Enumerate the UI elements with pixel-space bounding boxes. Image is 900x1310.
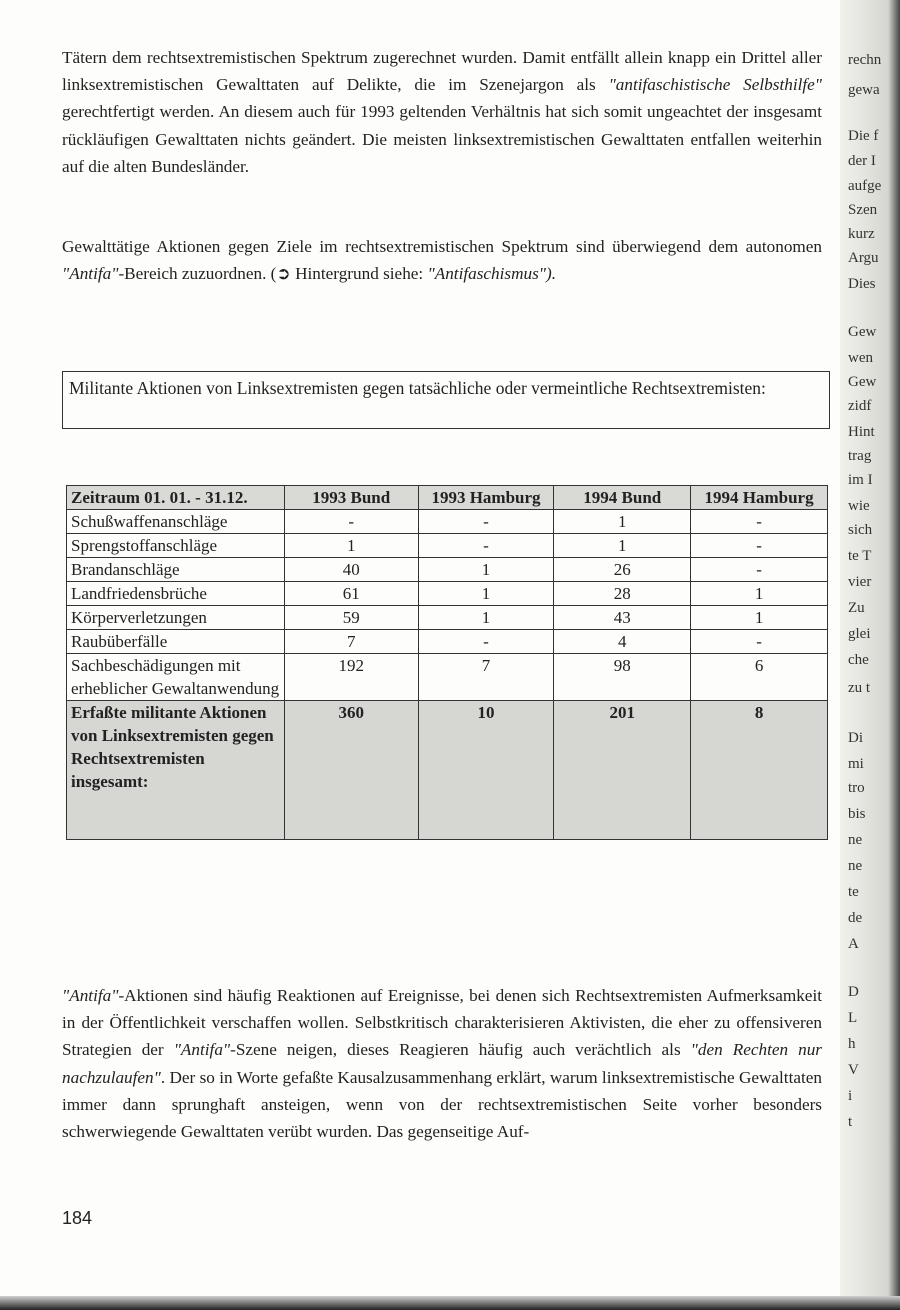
facing-page-fragment: Zu: [848, 600, 865, 616]
table-row: [67, 534, 828, 558]
header-1994-bund: 1994 Bund: [554, 486, 691, 510]
facing-page-fragment: t: [848, 1114, 853, 1130]
facing-page-fragment: zidf: [848, 398, 872, 414]
cell-value: 192: [284, 654, 418, 701]
cell-value: -: [418, 510, 554, 534]
paragraph-3: "Antifa"-Aktionen sind häufig Reaktionen auf Ereignisse, bei denen sich Rechtsextremisten Aufmerksamkeit in der Öffentlichkeit verschaffen wollen. Selbstkritisch charakterisieren Aktivisten, die eher zu offensiveren Strategien der "Antifa"-Szene neigen, dieses Reagieren häufig auch verächtlich als "den Rechten nur nachzulaufen". Der so in Worte gefaßte Kausalzusammenhang erklärt, warum linksextremistische Gewalttaten immer dann sprunghaft ansteigen, wenn von der rechtsextremistischen Seite vorher besonders schwerwiegende Gewalttaten verübt wurden. Das gegenseitige Auf-: [62, 986, 822, 1142]
facing-page-fragment: te: [848, 884, 859, 900]
table-header-row: [67, 486, 828, 510]
scan-bottom-shadow: [0, 1296, 900, 1310]
total-value: 360: [284, 701, 418, 840]
table-row: [67, 582, 828, 606]
facing-page-fragment: D: [848, 984, 859, 1000]
facing-page-fragment: tro: [848, 780, 865, 796]
facing-page-fragment: te T: [848, 548, 872, 564]
table-row: [67, 606, 828, 630]
table-caption-box: Militante Aktionen von Linksextremisten gegen tatsächliche oder vermeintliche Rechtsextremisten:: [62, 371, 830, 429]
row-label: Sprengstoffanschläge: [67, 534, 285, 558]
cell-value: 1: [418, 606, 554, 630]
cell-value: 4: [554, 630, 691, 654]
facing-page-fragment: glei: [848, 626, 871, 642]
cell-value: 1: [691, 582, 828, 606]
paragraph-1: Tätern dem rechtsextremistischen Spektrum zugerechnet wurden. Damit entfällt allein knapp ein Drittel aller linksextremistischen Gewalttaten auf Delikte, die im Szenejargon als "antifaschistische Selbsthilfe" gerechtfertigt werden. An diesem auch für 1993 geltenden Verhältnis hat sich somit ungeachtet der insgesamt rückläufigen Gewalttaten nichts geändert. Die meisten linksextremistischen Gewalttaten entfallen weiterhin auf die alten Bundesländer.: [62, 48, 822, 176]
cell-value: -: [691, 534, 828, 558]
facing-page-fragment: bis: [848, 806, 866, 822]
cell-value: 1: [554, 510, 691, 534]
facing-page-fragment: sich: [848, 522, 873, 538]
row-label: Raubüberfälle: [67, 630, 285, 654]
header-1994-hamburg: 1994 Hamburg: [691, 486, 828, 510]
facing-page-fragment: i: [848, 1088, 853, 1104]
cell-value: -: [418, 630, 554, 654]
cell-value: 98: [554, 654, 691, 701]
cell-value: 26: [554, 558, 691, 582]
facing-page-fragment: de: [848, 910, 863, 926]
cell-value: 1: [284, 534, 418, 558]
table-row: [67, 510, 828, 534]
facing-page-fragment: Argu: [848, 250, 879, 266]
row-label: Sachbeschädigungen mit erheblicher Gewaltanwendung: [67, 654, 285, 701]
facing-page-fragment: Di: [848, 730, 863, 746]
cell-value: -: [691, 510, 828, 534]
cell-value: 7: [284, 630, 418, 654]
total-value: 8: [691, 701, 828, 840]
facing-page-fragment: V: [848, 1062, 859, 1078]
facing-page-fragment: L: [848, 1010, 858, 1026]
cell-value: -: [418, 534, 554, 558]
cell-value: -: [691, 558, 828, 582]
facing-page-fragment: rechn: [848, 52, 882, 68]
total-value: 10: [418, 701, 554, 840]
table-row: [67, 630, 828, 654]
cell-value: 28: [554, 582, 691, 606]
facing-page-fragment: mi: [848, 756, 864, 772]
row-label: Körperverletzungen: [67, 606, 285, 630]
facing-page-fragment: der I: [848, 153, 876, 169]
header-period: Zeitraum 01. 01. - 31.12.: [67, 486, 285, 510]
facing-page-fragment: wie: [848, 498, 870, 514]
table-row: [67, 558, 828, 582]
cell-value: 6: [691, 654, 828, 701]
facing-page-fragment: Gew: [848, 324, 877, 340]
facing-page-fragment: kurz: [848, 226, 875, 242]
cell-value: 1: [418, 582, 554, 606]
row-label: Schußwaffenanschläge: [67, 510, 285, 534]
facing-page-fragment: A: [848, 936, 859, 952]
total-value: 201: [554, 701, 691, 840]
cell-value: 40: [284, 558, 418, 582]
cell-value: 1: [691, 606, 828, 630]
header-1993-bund: 1993 Bund: [284, 486, 418, 510]
facing-page-fragment: Hint: [848, 424, 875, 440]
cell-value: -: [691, 630, 828, 654]
paragraph-2: Gewalttätige Aktionen gegen Ziele im rechtsextremistischen Spektrum sind überwiegend dem autonomen "Antifa"-Bereich zuzuordnen. (➲ Hintergrund siehe: "Antifaschismus").: [62, 237, 822, 284]
facing-page-fragment: aufge: [848, 178, 882, 194]
facing-page-fragment: Die f: [848, 128, 879, 144]
facing-page-fragment: im I: [848, 472, 873, 488]
facing-page-fragment: ne: [848, 858, 863, 874]
cell-value: 61: [284, 582, 418, 606]
facing-page-fragment: che: [848, 652, 869, 668]
facing-page-fragment: Gew: [848, 374, 877, 390]
header-1993-hamburg: 1993 Hamburg: [418, 486, 554, 510]
table-total-row: [67, 701, 828, 840]
cell-value: -: [284, 510, 418, 534]
facing-page-fragment: vier: [848, 574, 872, 590]
facing-page-fragment: zu t: [848, 680, 871, 696]
row-label: Brandanschläge: [67, 558, 285, 582]
cell-value: 7: [418, 654, 554, 701]
total-label: Erfaßte militante Aktionen von Linksextremisten gegen Rechtsextremisten insgesamt:: [67, 701, 285, 840]
facing-page-fragment: ne: [848, 832, 863, 848]
facing-page-fragment: Szen: [848, 202, 878, 218]
facing-page-fragment: wen: [848, 350, 873, 366]
cell-value: 43: [554, 606, 691, 630]
cell-value: 59: [284, 606, 418, 630]
facing-page-fragment: h: [848, 1036, 856, 1052]
facing-page-fragment: gewa: [848, 82, 880, 98]
facing-page-fragment: Dies: [848, 276, 876, 292]
page-number: 184: [62, 1208, 93, 1228]
cell-value: 1: [418, 558, 554, 582]
row-label: Landfriedensbrüche: [67, 582, 285, 606]
statistics-table: [66, 485, 828, 840]
cell-value: 1: [554, 534, 691, 558]
table-row: [67, 654, 828, 701]
facing-page-fragment: trag: [848, 448, 872, 464]
